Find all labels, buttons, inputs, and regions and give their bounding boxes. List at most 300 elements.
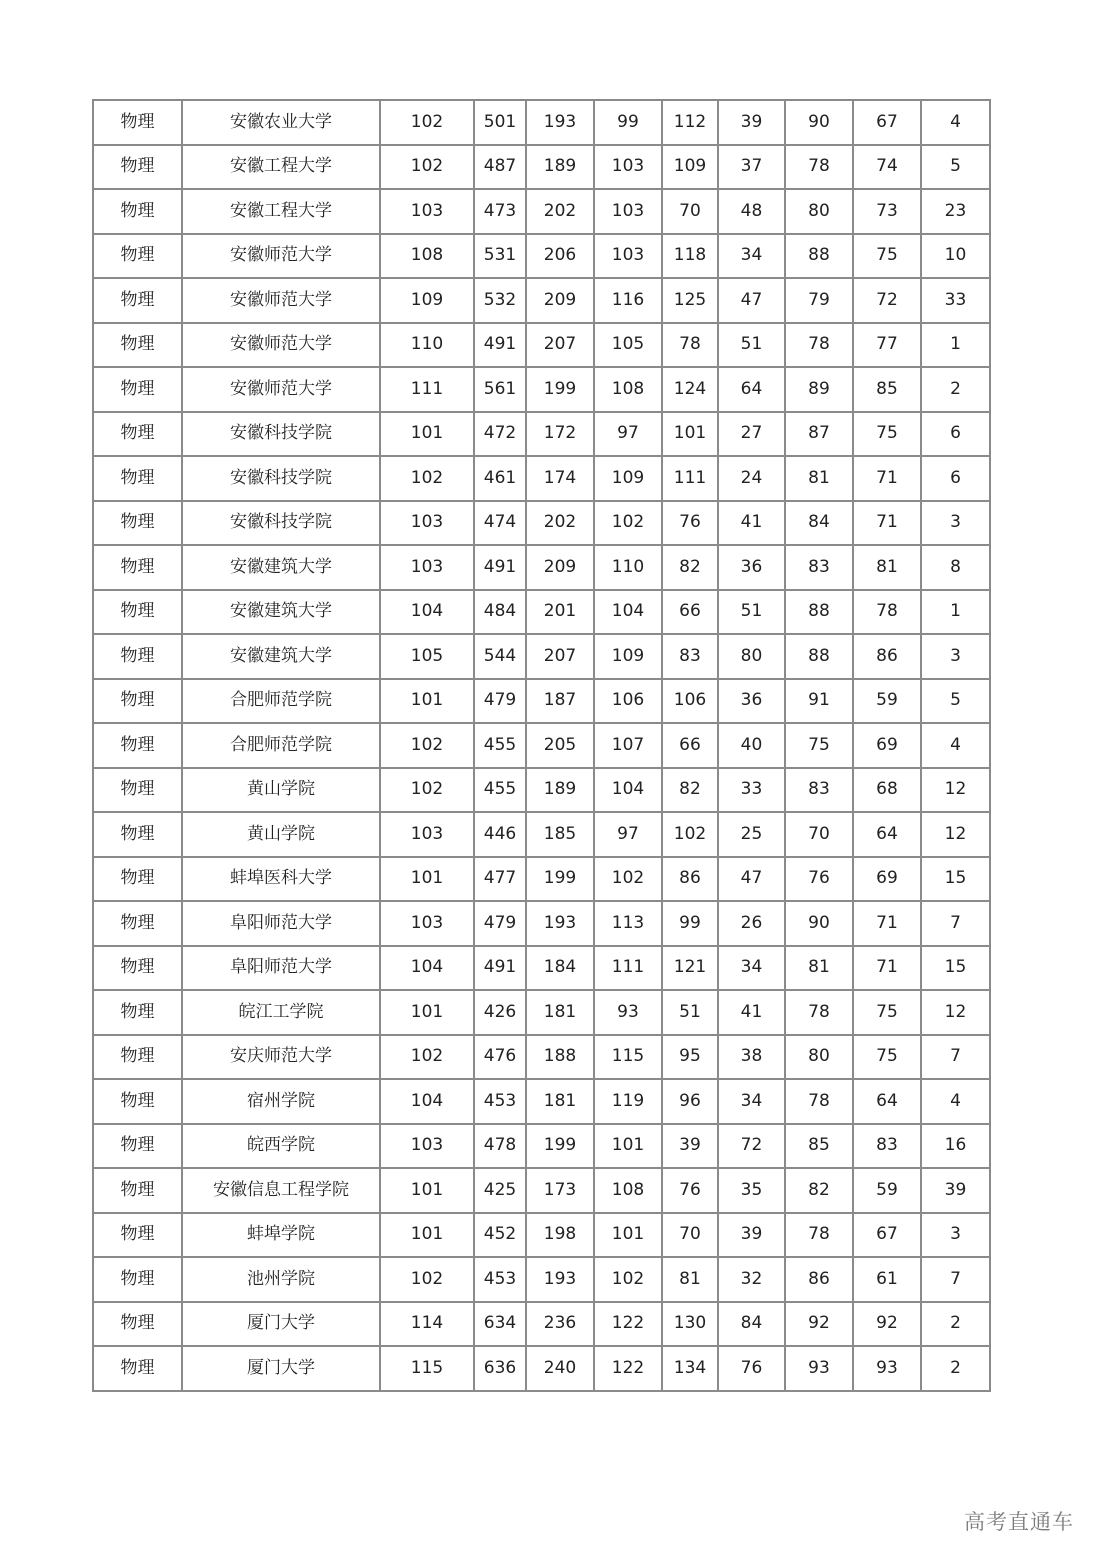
table-cell-col-8: 34 (718, 946, 785, 991)
table-cell-major-group-code: 110 (380, 323, 474, 368)
table-cell-col-8: 34 (718, 1079, 785, 1124)
table-cell-col-6: 104 (594, 590, 662, 635)
table-cell-subject: 物理 (93, 1124, 182, 1169)
table-cell-col-10: 59 (853, 1168, 921, 1213)
table-cell-university: 安徽师范大学 (182, 367, 380, 412)
table-cell-col-6: 108 (594, 367, 662, 412)
table-cell-subject: 物理 (93, 323, 182, 368)
table-cell-university: 安徽师范大学 (182, 234, 380, 279)
table-cell-col-10: 93 (853, 1346, 921, 1391)
table-cell-col-11: 7 (921, 1257, 990, 1302)
table-cell-score: 561 (474, 367, 526, 412)
table-cell-score: 491 (474, 323, 526, 368)
table-cell-subject: 物理 (93, 145, 182, 190)
table-cell-chinese-math-total: 236 (526, 1302, 594, 1347)
table-cell-university: 阜阳师范大学 (182, 901, 380, 946)
table-cell-university: 厦门大学 (182, 1302, 380, 1347)
table-cell-score: 477 (474, 857, 526, 902)
table-row (93, 946, 990, 991)
table-cell-col-10: 67 (853, 100, 921, 145)
table-cell-major-group-code: 102 (380, 1035, 474, 1080)
table-cell-col-6: 122 (594, 1302, 662, 1347)
table-cell-col-7: 102 (662, 812, 718, 857)
table-cell-col-11: 15 (921, 946, 990, 991)
table-cell-subject: 物理 (93, 189, 182, 234)
table-cell-col-8: 40 (718, 723, 785, 768)
table-cell-major-group-code: 101 (380, 1168, 474, 1213)
table-cell-col-9: 93 (785, 1346, 853, 1391)
table-cell-university: 池州学院 (182, 1257, 380, 1302)
table-cell-score: 487 (474, 145, 526, 190)
table-cell-col-6: 116 (594, 278, 662, 323)
table-cell-subject: 物理 (93, 545, 182, 590)
table-cell-col-6: 107 (594, 723, 662, 768)
table-cell-score: 532 (474, 278, 526, 323)
table-cell-university: 安徽科技学院 (182, 412, 380, 457)
table-cell-subject: 物理 (93, 100, 182, 145)
table-cell-major-group-code: 102 (380, 145, 474, 190)
table-cell-col-7: 76 (662, 501, 718, 546)
table-cell-col-9: 78 (785, 323, 853, 368)
table-cell-col-7: 96 (662, 1079, 718, 1124)
table-cell-col-11: 3 (921, 501, 990, 546)
table-cell-col-8: 26 (718, 901, 785, 946)
table-cell-col-9: 86 (785, 1257, 853, 1302)
table-cell-col-9: 78 (785, 990, 853, 1035)
table-cell-university: 合肥师范学院 (182, 679, 380, 724)
table-cell-chinese-math-total: 198 (526, 1213, 594, 1258)
table-cell-col-9: 81 (785, 456, 853, 501)
admission-score-table-container (92, 99, 991, 1392)
table-cell-subject: 物理 (93, 501, 182, 546)
table-cell-subject: 物理 (93, 1302, 182, 1347)
table-cell-col-8: 37 (718, 145, 785, 190)
table-cell-col-8: 41 (718, 990, 785, 1035)
table-cell-col-10: 75 (853, 990, 921, 1035)
table-cell-chinese-math-total: 187 (526, 679, 594, 724)
table-row (93, 723, 990, 768)
table-cell-col-6: 109 (594, 456, 662, 501)
table-cell-university: 合肥师范学院 (182, 723, 380, 768)
table-cell-col-9: 80 (785, 1035, 853, 1080)
table-cell-chinese-math-total: 189 (526, 768, 594, 813)
table-cell-university: 安徽工程大学 (182, 145, 380, 190)
table-cell-major-group-code: 103 (380, 1124, 474, 1169)
table-cell-score: 636 (474, 1346, 526, 1391)
table-cell-col-9: 88 (785, 590, 853, 635)
table-cell-col-7: 124 (662, 367, 718, 412)
table-cell-col-10: 71 (853, 901, 921, 946)
table-cell-col-6: 104 (594, 768, 662, 813)
table-cell-col-7: 78 (662, 323, 718, 368)
table-cell-col-10: 73 (853, 189, 921, 234)
table-cell-chinese-math-total: 181 (526, 1079, 594, 1124)
table-cell-col-7: 111 (662, 456, 718, 501)
table-cell-subject: 物理 (93, 1035, 182, 1080)
table-cell-col-10: 71 (853, 501, 921, 546)
table-cell-score: 461 (474, 456, 526, 501)
table-cell-chinese-math-total: 199 (526, 367, 594, 412)
table-cell-col-11: 16 (921, 1124, 990, 1169)
table-cell-col-10: 92 (853, 1302, 921, 1347)
table-cell-col-10: 69 (853, 723, 921, 768)
table-row (93, 456, 990, 501)
table-cell-chinese-math-total: 174 (526, 456, 594, 501)
table-cell-chinese-math-total: 207 (526, 634, 594, 679)
table-cell-col-9: 87 (785, 412, 853, 457)
table-cell-subject: 物理 (93, 1079, 182, 1124)
table-cell-major-group-code: 101 (380, 857, 474, 902)
table-cell-chinese-math-total: 199 (526, 857, 594, 902)
table-cell-col-9: 78 (785, 145, 853, 190)
table-cell-university: 皖江工学院 (182, 990, 380, 1035)
table-cell-col-10: 77 (853, 323, 921, 368)
table-cell-major-group-code: 101 (380, 1213, 474, 1258)
table-cell-chinese-math-total: 202 (526, 189, 594, 234)
table-cell-score: 455 (474, 768, 526, 813)
table-cell-score: 473 (474, 189, 526, 234)
table-cell-col-8: 36 (718, 679, 785, 724)
table-cell-major-group-code: 102 (380, 456, 474, 501)
table-cell-chinese-math-total: 189 (526, 145, 594, 190)
table-cell-col-10: 59 (853, 679, 921, 724)
table-cell-col-6: 106 (594, 679, 662, 724)
table-cell-subject: 物理 (93, 812, 182, 857)
table-cell-chinese-math-total: 172 (526, 412, 594, 457)
table-row (93, 323, 990, 368)
table-cell-score: 452 (474, 1213, 526, 1258)
table-row (93, 189, 990, 234)
table-cell-col-10: 83 (853, 1124, 921, 1169)
table-cell-chinese-math-total: 188 (526, 1035, 594, 1080)
table-cell-col-10: 61 (853, 1257, 921, 1302)
table-cell-col-10: 75 (853, 234, 921, 279)
table-cell-subject: 物理 (93, 768, 182, 813)
table-cell-col-8: 48 (718, 189, 785, 234)
table-cell-subject: 物理 (93, 857, 182, 902)
table-cell-chinese-math-total: 185 (526, 812, 594, 857)
table-cell-col-6: 111 (594, 946, 662, 991)
table-row (93, 1035, 990, 1080)
table-cell-score: 474 (474, 501, 526, 546)
table-cell-col-10: 71 (853, 456, 921, 501)
table-cell-major-group-code: 104 (380, 1079, 474, 1124)
table-cell-col-9: 90 (785, 901, 853, 946)
table-cell-university: 皖西学院 (182, 1124, 380, 1169)
table-cell-university: 安徽工程大学 (182, 189, 380, 234)
table-cell-col-11: 2 (921, 1302, 990, 1347)
table-cell-major-group-code: 101 (380, 412, 474, 457)
table-cell-chinese-math-total: 240 (526, 1346, 594, 1391)
table-row (93, 278, 990, 323)
table-cell-chinese-math-total: 193 (526, 100, 594, 145)
table-cell-col-8: 51 (718, 590, 785, 635)
table-cell-col-11: 4 (921, 1079, 990, 1124)
table-cell-major-group-code: 104 (380, 946, 474, 991)
table-cell-subject: 物理 (93, 1213, 182, 1258)
table-cell-col-11: 2 (921, 367, 990, 412)
table-cell-col-9: 91 (785, 679, 853, 724)
table-cell-university: 黄山学院 (182, 812, 380, 857)
table-cell-chinese-math-total: 209 (526, 545, 594, 590)
table-cell-subject: 物理 (93, 679, 182, 724)
table-cell-chinese-math-total: 201 (526, 590, 594, 635)
table-cell-col-11: 12 (921, 990, 990, 1035)
table-cell-col-9: 89 (785, 367, 853, 412)
table-cell-col-9: 75 (785, 723, 853, 768)
table-cell-col-7: 109 (662, 145, 718, 190)
table-cell-col-6: 108 (594, 1168, 662, 1213)
table-cell-score: 478 (474, 1124, 526, 1169)
table-cell-col-6: 122 (594, 1346, 662, 1391)
table-cell-score: 472 (474, 412, 526, 457)
table-cell-col-7: 82 (662, 545, 718, 590)
table-cell-col-10: 75 (853, 1035, 921, 1080)
table-cell-score: 491 (474, 545, 526, 590)
table-cell-university: 安徽师范大学 (182, 323, 380, 368)
table-body (93, 100, 990, 1391)
table-cell-col-10: 69 (853, 857, 921, 902)
table-row (93, 590, 990, 635)
table-cell-major-group-code: 101 (380, 679, 474, 724)
table-cell-col-8: 72 (718, 1124, 785, 1169)
table-cell-col-7: 39 (662, 1124, 718, 1169)
table-cell-major-group-code: 103 (380, 545, 474, 590)
table-cell-col-8: 34 (718, 234, 785, 279)
table-cell-col-6: 101 (594, 1213, 662, 1258)
table-cell-col-10: 75 (853, 412, 921, 457)
table-cell-university: 阜阳师范大学 (182, 946, 380, 991)
table-cell-col-9: 88 (785, 234, 853, 279)
table-cell-col-9: 88 (785, 634, 853, 679)
table-cell-university: 安徽科技学院 (182, 456, 380, 501)
table-cell-col-7: 106 (662, 679, 718, 724)
table-cell-major-group-code: 108 (380, 234, 474, 279)
table-row (93, 545, 990, 590)
table-cell-subject: 物理 (93, 278, 182, 323)
table-cell-col-10: 81 (853, 545, 921, 590)
table-cell-col-11: 39 (921, 1168, 990, 1213)
table-cell-col-8: 24 (718, 456, 785, 501)
table-cell-col-11: 12 (921, 768, 990, 813)
table-cell-col-11: 7 (921, 901, 990, 946)
table-cell-col-9: 92 (785, 1302, 853, 1347)
table-cell-col-10: 72 (853, 278, 921, 323)
table-cell-col-6: 103 (594, 234, 662, 279)
table-cell-major-group-code: 103 (380, 501, 474, 546)
table-cell-subject: 物理 (93, 412, 182, 457)
table-cell-university: 安庆师范大学 (182, 1035, 380, 1080)
table-cell-col-7: 70 (662, 1213, 718, 1258)
table-row (93, 679, 990, 724)
table-cell-score: 501 (474, 100, 526, 145)
table-cell-col-11: 2 (921, 1346, 990, 1391)
table-cell-col-10: 71 (853, 946, 921, 991)
table-row (93, 100, 990, 145)
table-cell-col-6: 93 (594, 990, 662, 1035)
table-cell-col-6: 97 (594, 412, 662, 457)
table-cell-col-8: 39 (718, 100, 785, 145)
table-cell-col-9: 76 (785, 857, 853, 902)
table-cell-col-8: 33 (718, 768, 785, 813)
table-cell-col-11: 8 (921, 545, 990, 590)
table-cell-col-7: 134 (662, 1346, 718, 1391)
table-cell-subject: 物理 (93, 990, 182, 1035)
table-cell-university: 厦门大学 (182, 1346, 380, 1391)
table-row (93, 990, 990, 1035)
table-row (93, 501, 990, 546)
table-cell-col-6: 102 (594, 1257, 662, 1302)
table-row (93, 1168, 990, 1213)
table-cell-chinese-math-total: 205 (526, 723, 594, 768)
table-row (93, 812, 990, 857)
table-row (93, 1346, 990, 1391)
table-cell-score: 425 (474, 1168, 526, 1213)
table-cell-col-6: 97 (594, 812, 662, 857)
table-cell-major-group-code: 105 (380, 634, 474, 679)
table-cell-col-9: 83 (785, 545, 853, 590)
table-cell-col-7: 76 (662, 1168, 718, 1213)
table-cell-col-6: 113 (594, 901, 662, 946)
table-cell-col-10: 86 (853, 634, 921, 679)
table-cell-col-7: 86 (662, 857, 718, 902)
table-cell-col-7: 112 (662, 100, 718, 145)
table-cell-major-group-code: 103 (380, 189, 474, 234)
table-cell-col-7: 81 (662, 1257, 718, 1302)
table-cell-col-11: 12 (921, 812, 990, 857)
table-cell-col-7: 121 (662, 946, 718, 991)
table-cell-score: 446 (474, 812, 526, 857)
table-cell-major-group-code: 109 (380, 278, 474, 323)
table-cell-col-10: 64 (853, 1079, 921, 1124)
table-cell-subject: 物理 (93, 234, 182, 279)
table-cell-col-11: 5 (921, 145, 990, 190)
table-cell-col-6: 99 (594, 100, 662, 145)
table-cell-chinese-math-total: 193 (526, 901, 594, 946)
table-cell-col-7: 51 (662, 990, 718, 1035)
table-cell-major-group-code: 111 (380, 367, 474, 412)
table-cell-col-7: 83 (662, 634, 718, 679)
table-cell-major-group-code: 101 (380, 990, 474, 1035)
table-cell-col-9: 83 (785, 768, 853, 813)
table-cell-col-10: 78 (853, 590, 921, 635)
table-cell-chinese-math-total: 207 (526, 323, 594, 368)
table-cell-col-9: 84 (785, 501, 853, 546)
table-row (93, 412, 990, 457)
table-cell-chinese-math-total: 181 (526, 990, 594, 1035)
table-cell-score: 634 (474, 1302, 526, 1347)
table-cell-major-group-code: 115 (380, 1346, 474, 1391)
table-cell-col-10: 74 (853, 145, 921, 190)
table-cell-col-6: 119 (594, 1079, 662, 1124)
table-row (93, 145, 990, 190)
table-cell-col-10: 68 (853, 768, 921, 813)
table-row (93, 1079, 990, 1124)
table-cell-col-11: 4 (921, 100, 990, 145)
table-cell-subject: 物理 (93, 367, 182, 412)
table-cell-col-10: 85 (853, 367, 921, 412)
table-row (93, 634, 990, 679)
table-cell-col-6: 110 (594, 545, 662, 590)
table-cell-score: 479 (474, 901, 526, 946)
table-cell-col-8: 51 (718, 323, 785, 368)
table-cell-major-group-code: 114 (380, 1302, 474, 1347)
table-cell-col-8: 47 (718, 857, 785, 902)
table-cell-university: 安徽师范大学 (182, 278, 380, 323)
table-cell-col-7: 66 (662, 723, 718, 768)
table-cell-university: 安徽信息工程学院 (182, 1168, 380, 1213)
table-cell-subject: 物理 (93, 946, 182, 991)
table-cell-col-9: 70 (785, 812, 853, 857)
table-cell-col-11: 15 (921, 857, 990, 902)
table-cell-university: 安徽建筑大学 (182, 590, 380, 635)
table-row (93, 901, 990, 946)
table-cell-col-7: 118 (662, 234, 718, 279)
table-cell-chinese-math-total: 184 (526, 946, 594, 991)
table-cell-university: 蚌埠医科大学 (182, 857, 380, 902)
table-cell-col-6: 102 (594, 501, 662, 546)
table-cell-col-7: 95 (662, 1035, 718, 1080)
table-cell-col-8: 47 (718, 278, 785, 323)
table-cell-chinese-math-total: 173 (526, 1168, 594, 1213)
table-cell-score: 531 (474, 234, 526, 279)
table-cell-col-11: 5 (921, 679, 990, 724)
table-cell-col-8: 32 (718, 1257, 785, 1302)
table-cell-col-8: 80 (718, 634, 785, 679)
table-cell-university: 安徽建筑大学 (182, 545, 380, 590)
table-cell-score: 455 (474, 723, 526, 768)
table-cell-chinese-math-total: 209 (526, 278, 594, 323)
table-cell-subject: 物理 (93, 1257, 182, 1302)
table-cell-major-group-code: 103 (380, 812, 474, 857)
table-cell-col-6: 103 (594, 189, 662, 234)
table-row (93, 1302, 990, 1347)
table-cell-col-7: 66 (662, 590, 718, 635)
table-cell-col-11: 7 (921, 1035, 990, 1080)
table-cell-score: 426 (474, 990, 526, 1035)
table-cell-col-10: 64 (853, 812, 921, 857)
table-cell-col-9: 85 (785, 1124, 853, 1169)
table-row (93, 234, 990, 279)
table-cell-university: 黄山学院 (182, 768, 380, 813)
table-row (93, 1213, 990, 1258)
table-cell-col-8: 38 (718, 1035, 785, 1080)
table-cell-col-6: 101 (594, 1124, 662, 1169)
table-cell-major-group-code: 102 (380, 768, 474, 813)
table-cell-subject: 物理 (93, 1168, 182, 1213)
table-cell-subject: 物理 (93, 1346, 182, 1391)
table-cell-score: 453 (474, 1079, 526, 1124)
table-cell-col-8: 25 (718, 812, 785, 857)
table-cell-major-group-code: 104 (380, 590, 474, 635)
table-cell-col-11: 6 (921, 456, 990, 501)
table-cell-col-9: 79 (785, 278, 853, 323)
table-cell-col-11: 3 (921, 1213, 990, 1258)
table-cell-col-11: 23 (921, 189, 990, 234)
table-cell-major-group-code: 102 (380, 1257, 474, 1302)
table-cell-score: 544 (474, 634, 526, 679)
table-cell-chinese-math-total: 206 (526, 234, 594, 279)
table-cell-col-11: 4 (921, 723, 990, 768)
table-cell-subject: 物理 (93, 456, 182, 501)
table-row (93, 857, 990, 902)
table-cell-col-11: 3 (921, 634, 990, 679)
table-cell-col-8: 36 (718, 545, 785, 590)
table-cell-col-7: 125 (662, 278, 718, 323)
table-cell-col-9: 78 (785, 1079, 853, 1124)
table-cell-university: 蚌埠学院 (182, 1213, 380, 1258)
table-cell-subject: 物理 (93, 901, 182, 946)
